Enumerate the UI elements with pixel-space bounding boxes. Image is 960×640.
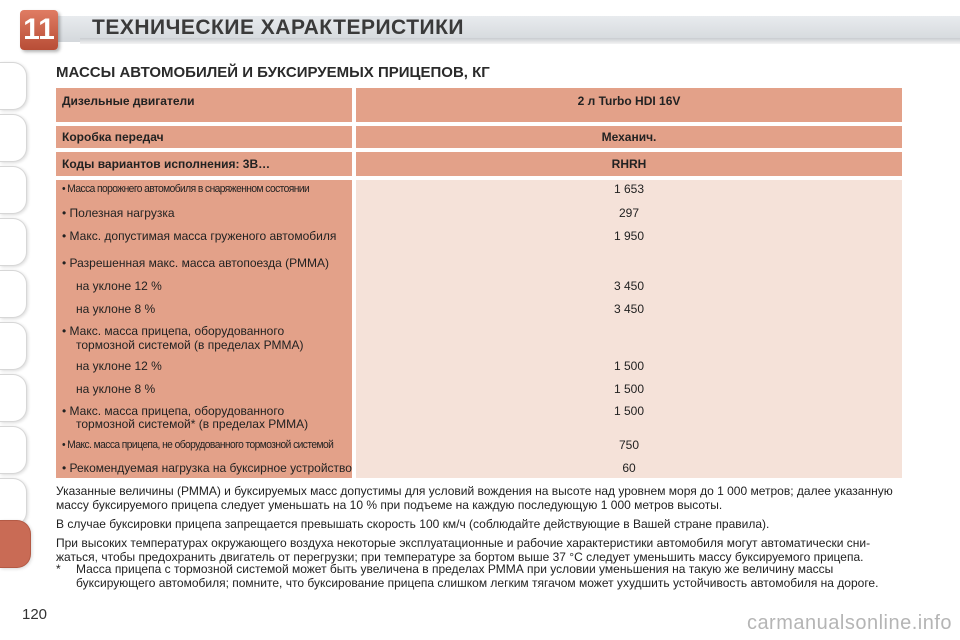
row-label: на уклоне 8 % bbox=[76, 382, 156, 396]
row-value: 297 bbox=[618, 206, 640, 220]
row-value: 750 bbox=[618, 438, 640, 452]
row-value: 1 500 bbox=[613, 404, 645, 418]
row-label: • Макс. допустимая масса груженого автомобиля bbox=[62, 229, 337, 243]
chapter-tab[interactable] bbox=[0, 322, 27, 370]
chapter-tab[interactable] bbox=[0, 218, 27, 266]
row-value: 3 450 bbox=[613, 302, 645, 316]
row-value: 3 450 bbox=[613, 279, 645, 293]
row-value: 1 950 bbox=[613, 229, 645, 243]
chapter-tab[interactable] bbox=[0, 374, 27, 422]
row-value: 1 500 bbox=[613, 382, 645, 396]
chapter-tab[interactable] bbox=[0, 426, 27, 474]
header-label: Коды вариантов исполнения: 3B… bbox=[62, 157, 271, 171]
header-label: Коробка передач bbox=[62, 130, 164, 144]
chapter-tab-active[interactable] bbox=[0, 520, 31, 568]
footnote-marker: * bbox=[56, 562, 61, 576]
chapter-tab[interactable] bbox=[0, 62, 27, 110]
row-value: 1 500 bbox=[613, 359, 645, 373]
page-number: 120 bbox=[22, 606, 48, 623]
row-label-cont: тормозной системой* (в пределах РММА) bbox=[76, 417, 309, 431]
table-header-row bbox=[56, 152, 902, 176]
header-value: 2 л Turbo HDI 16V bbox=[577, 94, 681, 108]
row-value: 1 653 bbox=[613, 182, 645, 196]
page-header bbox=[20, 10, 960, 54]
row-label: • Рекомендуемая нагрузка на буксирное устройство bbox=[62, 461, 352, 475]
notes bbox=[56, 484, 906, 569]
chapter-number-badge: 11 bbox=[20, 10, 58, 50]
row-label: • Макс. масса прицепа, оборудованного bbox=[62, 404, 285, 418]
row-label: • Макс. масса прицепа, не оборудованного тормозной системой bbox=[62, 439, 334, 451]
chapter-tab[interactable] bbox=[0, 270, 27, 318]
header-value: Механич. bbox=[601, 130, 657, 144]
chapter-tabs bbox=[0, 54, 30, 574]
header-label: Дизельные двигатели bbox=[62, 94, 195, 108]
note-paragraph: В случае буксировки прицепа запрещается превышать скорость 100 км/ч (соблюдайте действующие в Вашей стране правила). bbox=[56, 517, 770, 531]
note-paragraph: Указанные величины (РММА) и буксируемых масс допустимы для условий вождения на высоте над уровнем моря до 1 000 метров; далее указанную массу буксируемого прицепа следует уменьшать на 10 % при подъеме на каждую последующую 1 000 метров высоты. bbox=[56, 484, 893, 512]
watermark: carmanualsonline.info bbox=[746, 612, 952, 634]
table-header-row bbox=[56, 88, 902, 122]
header-value: RHRH bbox=[611, 157, 647, 171]
table-header-row bbox=[56, 126, 902, 148]
row-label: на уклоне 8 % bbox=[76, 302, 156, 316]
section-title: МАССЫ АВТОМОБИЛЕЙ И БУКСИРУЕМЫХ ПРИЦЕПОВ, КГ bbox=[56, 64, 490, 81]
row-label: • Макс. масса прицепа, оборудованного bbox=[62, 324, 285, 338]
row-label: на уклоне 12 % bbox=[76, 279, 162, 293]
note-paragraph: При высоких температурах окружающего воздуха некоторые эксплуатационные и рабочие характеристики автомобиля могут автоматически сни-жаться, чтобы предохранить двигатель от перегрузки; при температуре за бортом выше 37 °C следует уменьшить массу буксируемого прицепа. bbox=[56, 536, 871, 564]
chapter-title: ТЕХНИЧЕСКИЕ ХАРАКТЕРИСТИКИ bbox=[92, 16, 465, 39]
values-column bbox=[356, 180, 902, 478]
row-label: • Полезная нагрузка bbox=[62, 206, 175, 220]
row-label-cont: тормозной системой (в пределах РММА) bbox=[76, 338, 304, 352]
chapter-tab[interactable] bbox=[0, 114, 27, 162]
row-label: на уклоне 12 % bbox=[76, 359, 162, 373]
row-label: • Разрешенная макс. масса автопоезда (РММА) bbox=[62, 256, 330, 270]
footnote-text: Масса прицепа с тормозной системой может быть увеличена в пределах РММА при условии уменьшения на такую же величину массы буксирующего автомобиля; помните, что буксирование прицепа слишком легким тягачом может ухудшить устойчивость автомобиля на дороге. bbox=[76, 562, 879, 590]
row-value: 60 bbox=[622, 461, 636, 475]
chapter-tab[interactable] bbox=[0, 478, 27, 526]
row-label: • Масса порожнего автомобиля в снаряженном состоянии bbox=[62, 183, 310, 195]
chapter-tab[interactable] bbox=[0, 166, 27, 214]
